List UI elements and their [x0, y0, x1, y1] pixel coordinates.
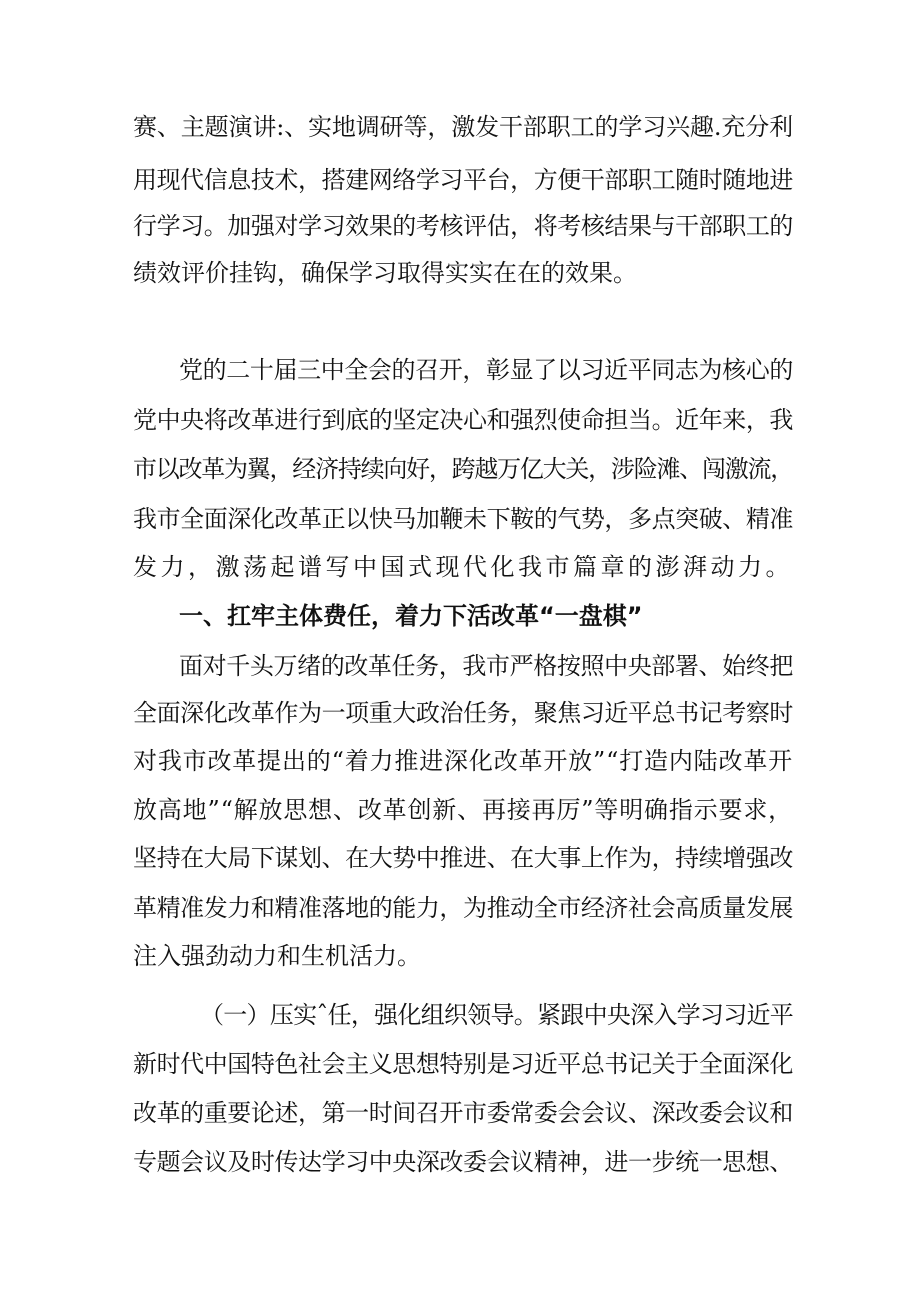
- text-line: 行学习。加强对学习效果的考核评估，将考核结果与干部职工的: [133, 212, 793, 240]
- text-line: 我市全面深化改革正以快马加鞭未下鞍的气势，多点突破、精准: [133, 505, 793, 533]
- text-line: 革精准发力和精准落地的能力，为推动全市经济社会高质量发展: [133, 894, 793, 922]
- text-line: 坚持在大局下谋划、在大势中推进、在大事上作为，持续增强改: [133, 844, 793, 872]
- text-line: （一）压实ˆ任，强化组织领导。紧跟中央深入学习习近平: [200, 1001, 793, 1029]
- text-line: 全面深化改革作为一项重大政治任务，聚焦习近平总书记考察时: [133, 699, 793, 727]
- text-line: 专题会议及时传达学习中央深改委会议精神，进一步统一思想、: [133, 1148, 793, 1176]
- text-line: 注入强劲动力和生机活力。: [133, 942, 421, 970]
- text-line: 党的二十届三中全会的召开，彰显了以习近平同志为核心的: [179, 356, 793, 384]
- section-heading: 一、扛牢主体费任，着力下活改革“一盘棋”: [179, 602, 643, 630]
- text-line: 发力，激荡起谱写中国式现代化我市篇章的澎湃动力。: [133, 553, 793, 581]
- text-line: 面对千头万绪的改革任务，我市严格按照中央部署、始终把: [179, 652, 793, 680]
- text-line: 改革的重要论述，第一时间召开市委常委会会议、深改委会议和: [133, 1099, 793, 1127]
- text-line: 对我市改革提出的“着力推进深化改革开放”“打造内陆改革开: [133, 747, 793, 775]
- text-line: 放高地”“解放思想、改革创新、再接再厉”等明确指示要求，: [133, 796, 793, 824]
- text-line: 赛、主题演讲:、实地调研等，激发干部职工的学习兴趣.充分利: [133, 113, 793, 141]
- text-line: 党中央将改革进行到底的坚定决心和强烈使命担当。近年来，我: [133, 406, 793, 434]
- text-line: 新时代中国特色社会主义思想特别是习近平总书记关于全面深化: [133, 1050, 793, 1078]
- text-line: 市以改革为翼，经济持续向好，跨越万亿大关，涉险滩、闯激流，: [133, 455, 793, 483]
- text-line: 用现代信息技术，搭建网络学习平台，方便干部职工随时随地进: [133, 166, 793, 194]
- text-line: 绩效评价挂钩，确保学习取得实实在在的效果。: [133, 259, 637, 287]
